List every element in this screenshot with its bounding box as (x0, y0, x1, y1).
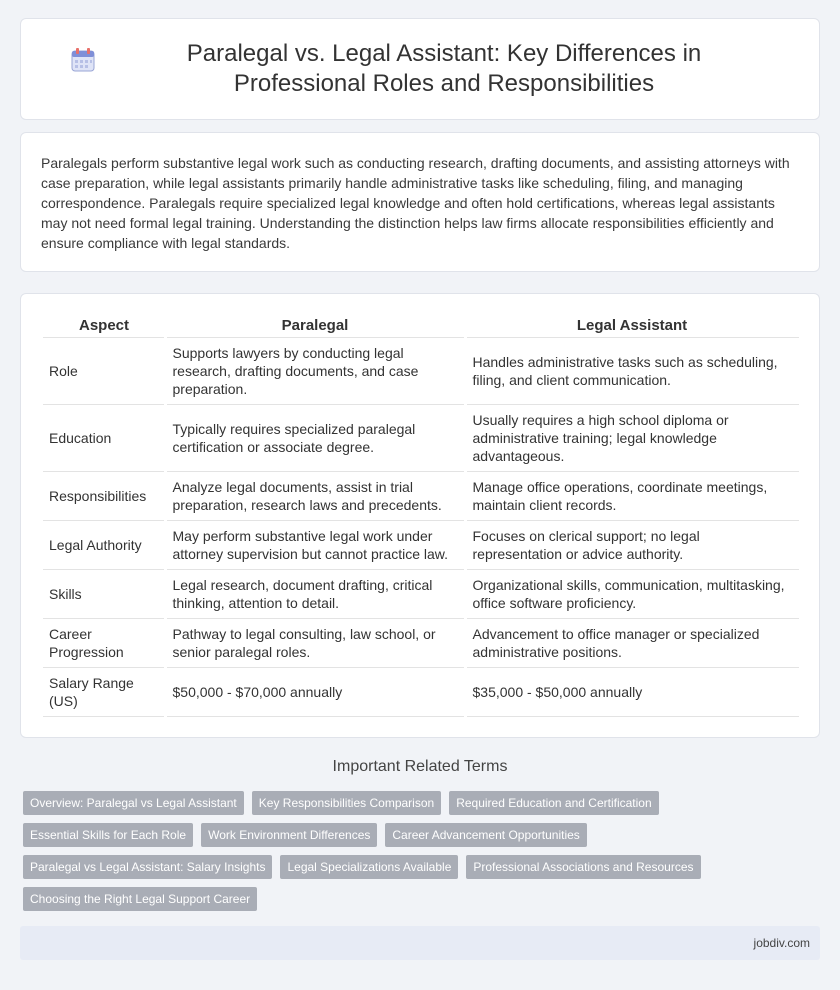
legal-assistant-cell: Handles administrative tasks such as scheduling, filing, and client communication. (465, 338, 799, 405)
paralegal-cell: May perform substantive legal work under attorney supervision but cannot practice law. (165, 521, 465, 570)
table-row (43, 521, 799, 570)
aspect-cell: Career Progression (43, 619, 165, 668)
tag-work-environment[interactable]: Work Environment Differences (201, 823, 377, 847)
aspect-cell: Education (43, 405, 165, 472)
table-row (43, 405, 799, 472)
calendar-icon (70, 47, 96, 73)
paralegal-cell: Legal research, document drafting, critical thinking, attention to detail. (165, 570, 465, 619)
paralegal-cell: Supports lawyers by conducting legal research, drafting documents, and case preparation. (165, 338, 465, 405)
legal-assistant-cell: Manage office operations, coordinate meetings, maintain client records. (465, 472, 799, 521)
tag-overview[interactable]: Overview: Paralegal vs Legal Assistant (23, 791, 244, 815)
table-row (43, 668, 799, 717)
table-row (43, 472, 799, 521)
tag-career-advancement[interactable]: Career Advancement Opportunities (385, 823, 586, 847)
legal-assistant-cell: $35,000 - $50,000 annually (465, 668, 799, 717)
tag-essential-skills[interactable]: Essential Skills for Each Role (23, 823, 193, 847)
paralegal-cell: Analyze legal documents, assist in trial preparation, research laws and precedents. (165, 472, 465, 521)
intro-card (20, 132, 820, 272)
page-title: Paralegal vs. Legal Assistant: Key Differences in Professional Roles and Responsibilities (186, 40, 702, 97)
header-aspect: Aspect (43, 304, 165, 338)
header-card (20, 18, 820, 120)
table-row (43, 338, 799, 405)
legal-assistant-cell: Advancement to office manager or specialized administrative positions. (465, 619, 799, 668)
aspect-cell: Responsibilities (43, 472, 165, 521)
comparison-table (43, 304, 799, 717)
paralegal-cell: Pathway to legal consulting, law school, or senior paralegal roles. (165, 619, 465, 668)
aspect-cell: Role (43, 338, 165, 405)
comparison-table-card (20, 293, 820, 738)
paralegal-cell: $50,000 - $70,000 annually (165, 668, 465, 717)
legal-assistant-cell: Usually requires a high school diploma or administrative training; legal knowledge advantageous. (465, 405, 799, 472)
header-paralegal: Paralegal (165, 304, 465, 338)
footer-site-link[interactable]: jobdiv.com (753, 936, 810, 950)
legal-assistant-cell: Organizational skills, communication, multitasking, office software proficiency. (465, 570, 799, 619)
tag-key-responsibilities[interactable]: Key Responsibilities Comparison (252, 791, 441, 815)
aspect-cell: Skills (43, 570, 165, 619)
related-terms-tags (23, 791, 823, 919)
footer (20, 926, 820, 960)
tag-choosing-career[interactable]: Choosing the Right Legal Support Career (23, 887, 257, 911)
aspect-cell: Salary Range (US) (43, 668, 165, 717)
aspect-cell: Legal Authority (43, 521, 165, 570)
related-terms-title: Important Related Terms (332, 758, 508, 775)
table-row (43, 619, 799, 668)
tag-required-education[interactable]: Required Education and Certification (449, 791, 658, 815)
tag-legal-specializations[interactable]: Legal Specializations Available (280, 855, 458, 879)
tag-professional-associations[interactable]: Professional Associations and Resources (466, 855, 700, 879)
intro-paragraph: Paralegals perform substantive legal work such as conducting research, drafting documents, and assisting attorneys with case preparation, while legal assistants primarily handle administrative tasks like scheduling, filing, and managing correspondence. Paralegals require specialized legal knowledge and often hold certifications, whereas legal assistants may not need formal legal training. Understanding the distinction helps law firms allocate responsibilities efficiently and ensure compliance with legal standards. (41, 155, 790, 251)
legal-assistant-cell: Focuses on clerical support; no legal representation or advice authority. (465, 521, 799, 570)
tag-salary-insights[interactable]: Paralegal vs Legal Assistant: Salary Insights (23, 855, 272, 879)
header-legal-assistant: Legal Assistant (465, 304, 799, 338)
table-header-row (43, 304, 799, 338)
paralegal-cell: Typically requires specialized paralegal certification or associate degree. (165, 405, 465, 472)
table-row (43, 570, 799, 619)
